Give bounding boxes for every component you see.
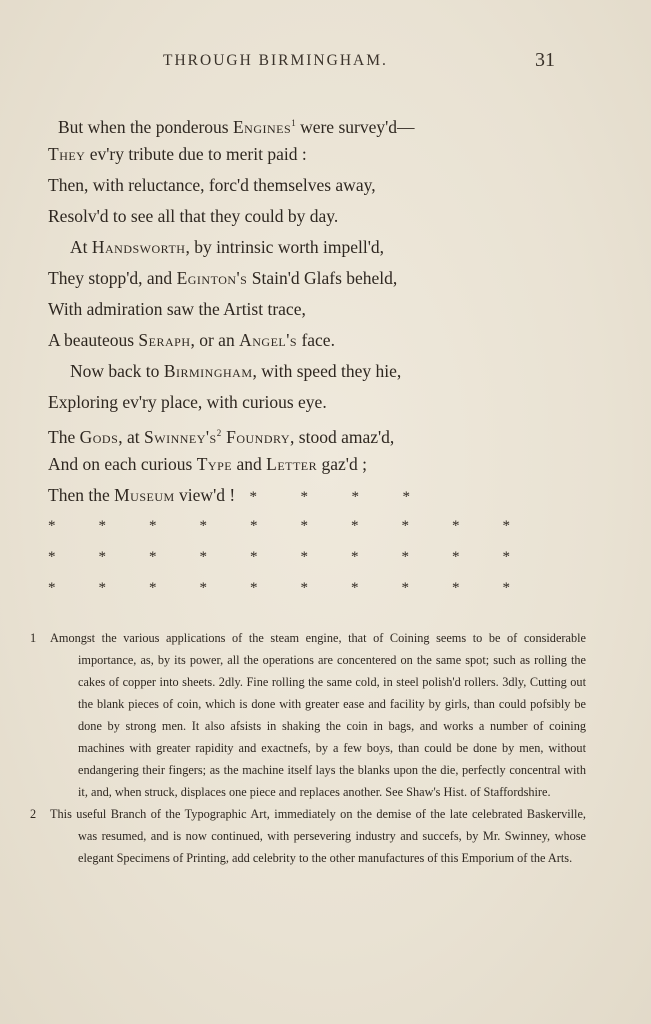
footnote-ref-2: 2 <box>216 428 222 438</box>
asterisk: * <box>351 549 359 565</box>
poem-line-6: They stopp'd, and Eginton's Stain'd Glafs beheld, <box>48 268 398 288</box>
asterisk: * <box>452 549 460 565</box>
asterisk: * <box>452 580 460 596</box>
asterisk: * <box>48 518 56 534</box>
footnote-marker: 1 <box>30 631 37 645</box>
poem-line-4: Resolv'd to see all that they could by day. <box>48 206 339 226</box>
asterisk: * <box>149 549 157 565</box>
asterisk: * <box>401 580 409 596</box>
poem-line-1: But when the ponderous Engines$^1$ were survey'd— <box>58 116 415 137</box>
asterisk: * <box>98 580 106 596</box>
asterisk: * <box>502 580 510 596</box>
asterisk: * <box>98 518 106 534</box>
footnote-ref-1: 1 <box>291 118 296 128</box>
asterisk: * <box>401 518 409 534</box>
asterisk: * <box>250 518 258 534</box>
asterisk: * <box>48 549 56 565</box>
poem-line-10: Exploring ev'ry place, with curious eye. <box>48 392 327 412</box>
asterisk: * <box>300 518 308 534</box>
footnote-1 <box>30 627 586 803</box>
asterisk: * <box>249 489 258 505</box>
asterisk-run <box>250 480 454 513</box>
footnote-2 <box>30 803 586 869</box>
poem-line-2: They ev'ry tribute due to merit paid : <box>48 144 307 164</box>
asterisk-row <box>48 542 608 573</box>
asterisk: * <box>502 518 510 534</box>
asterisk: * <box>300 549 308 565</box>
asterisk: * <box>149 518 157 534</box>
poem-line-8: A beauteous Seraph, or an Angel's face. <box>48 330 335 350</box>
poem-line-11: The Gods, at $Swinney's^2$ Foundry, stood amaz'd, <box>48 426 395 447</box>
footnote-text: This useful Branch of the Typographic Art, immediately on the demise of the late celebrated Baskerville, was resumed, and is now continued, with persevering industry and succefs, by Mr. Swinney, whose elegant Specimens of Printing, add celebrity to the other manufactures of this Emporium of the Arts. <box>50 807 586 865</box>
footnotes <box>30 627 586 869</box>
page-number: 31 <box>535 49 555 71</box>
poem-line-3: Then, with reluctance, forc'd themselves away, <box>48 175 376 195</box>
asterisk: * <box>402 489 411 505</box>
asterisk: * <box>48 580 56 596</box>
footnote-marker: 2 <box>30 807 37 821</box>
poem <box>48 108 608 604</box>
asterisk: * <box>401 549 409 565</box>
running-head: THROUGH BIRMINGHAM. <box>163 52 388 69</box>
poem-line-13: Then the Museum view'd ! * * * * <box>48 480 608 511</box>
footnote-text: Amongst the various applications of the steam engine, that of Coining seems to be of considerable importance, as, by its power, all the operations are concentered on the same spot; such as rolling the cakes of copper into sheets. 2dly. Fine rolling the same cold, in steel polish'd rollers. 3dly, Cutting out the blank pieces of coin, which is done with greater ease and facility by girls, than could pofsibly be done by strong men. It also afsists in shaking the coin in bags, and works a number of coining machines with greater rapidity and exactnefs, by a few boys, than could be done by men, without endangering their fingers; as the machine itself lays the blanks upon the die, perfectly concentral with it, and, when struck, displaces one piece and replaces another. See Shaw's Hist. of Staffordshire. <box>50 631 586 799</box>
asterisk: * <box>502 549 510 565</box>
asterisk: * <box>199 580 207 596</box>
asterisk: * <box>351 518 359 534</box>
asterisk: * <box>98 549 106 565</box>
poem-line-5: At Handsworth, by intrinsic worth impell'd, <box>70 237 385 257</box>
asterisk: * <box>351 489 360 505</box>
asterisk: * <box>199 549 207 565</box>
asterisk: * <box>199 518 207 534</box>
asterisk: * <box>452 518 460 534</box>
poem-line-12: And on each curious Type and Letter gaz'd ; <box>48 454 367 474</box>
asterisk: * <box>351 580 359 596</box>
asterisk: * <box>149 580 157 596</box>
asterisk: * <box>250 549 258 565</box>
poem-line-9: Now back to Birmingham, with speed they hie, <box>70 361 402 381</box>
asterisk-row <box>48 511 608 542</box>
asterisk: * <box>300 580 308 596</box>
asterisk: * <box>300 489 309 505</box>
asterisk-row <box>48 573 608 604</box>
asterisk: * <box>250 580 258 596</box>
poem-line-7: With admiration saw the Artist trace, <box>48 299 306 319</box>
page-header <box>0 49 651 76</box>
